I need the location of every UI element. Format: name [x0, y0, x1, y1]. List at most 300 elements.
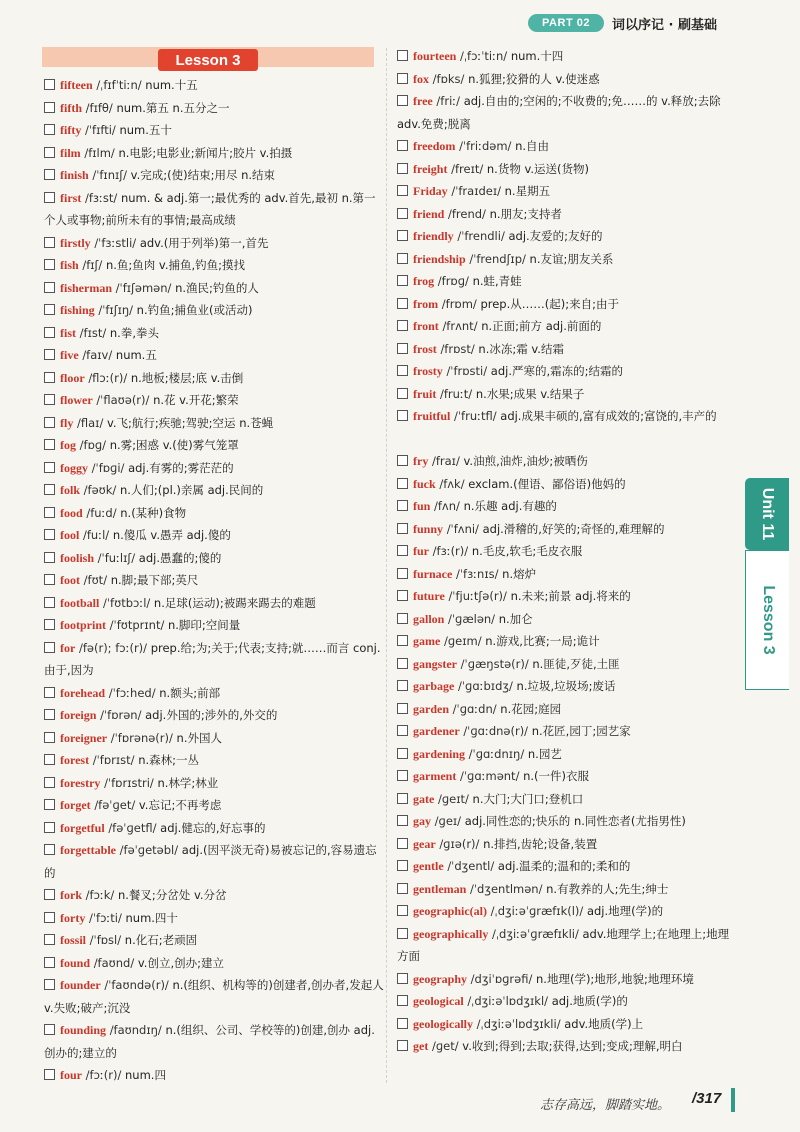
vocab-phonetic: /fɪlm/: [84, 145, 115, 160]
vocab-entry: [397, 540, 737, 563]
vocab-entry: [44, 164, 384, 187]
vocab-word: fruit: [413, 386, 437, 401]
vocab-entry: [44, 1019, 384, 1064]
vocab-phonetic: /ˈfɪʃɪŋ/: [98, 303, 134, 317]
memorize-checkbox[interactable]: [397, 455, 408, 466]
vocab-definition: adj.外国的;涉外的,外交的: [145, 708, 278, 722]
vocab-word: firstly: [60, 235, 91, 250]
unit-label: Unit 11: [759, 487, 776, 541]
vocab-entry: [397, 383, 737, 406]
vocab-word: forgetful: [60, 820, 105, 835]
vocab-word: foggy: [60, 460, 88, 475]
vocab-word: gentleman: [413, 881, 467, 896]
vocab-phonetic: /ˈfʊtprɪnt/: [109, 618, 165, 632]
vocab-entry: [44, 569, 384, 592]
vocab-phonetic: /ɡet/: [431, 1039, 459, 1053]
memorize-checkbox[interactable]: [44, 124, 55, 135]
vocab-word: fifty: [60, 123, 82, 137]
vocab-entry: [44, 479, 384, 502]
memorize-checkbox[interactable]: [397, 680, 408, 691]
vocab-definition: n.蛙,青蛙: [472, 274, 522, 288]
memorize-checkbox[interactable]: [397, 73, 408, 84]
memorize-checkbox[interactable]: [397, 410, 408, 421]
vocab-word: four: [60, 1068, 82, 1082]
vocab-entry: [44, 1064, 384, 1087]
vocab-definition: adv.地质(学)上: [564, 1016, 644, 1031]
memorize-checkbox[interactable]: [397, 230, 408, 241]
vocab-entry: [397, 405, 737, 428]
vocab-word: founding: [60, 1023, 107, 1037]
memorize-checkbox[interactable]: [44, 597, 55, 608]
memorize-checkbox[interactable]: [44, 574, 55, 585]
vocab-entry: [397, 1013, 737, 1036]
vocab-word: gardener: [413, 724, 460, 738]
memorize-checkbox[interactable]: [397, 545, 408, 556]
vocab-word: founder: [60, 978, 101, 992]
memorize-checkbox[interactable]: [397, 590, 408, 601]
memorize-checkbox[interactable]: [397, 298, 408, 309]
vocab-phonetic: /ɡeɪm/: [443, 634, 482, 648]
vocab-definition: adj.愚蠢的;傻的: [138, 550, 222, 565]
vocab-word: football: [60, 595, 100, 610]
vocab-definition: num.五: [115, 348, 157, 362]
vocab-phonetic: /ˈfriːdəm/: [459, 139, 512, 153]
vocab-word: future: [413, 589, 445, 603]
vocab-definition: n.水果;成果 v.结果子: [475, 386, 585, 401]
vocab-word: first: [60, 190, 82, 205]
vocab-entry: [397, 720, 737, 743]
memorize-checkbox[interactable]: [397, 140, 408, 151]
memorize-checkbox[interactable]: [44, 687, 55, 698]
memorize-checkbox[interactable]: [44, 304, 55, 315]
vocab-word: fisherman: [60, 280, 112, 295]
memorize-checkbox[interactable]: [397, 500, 408, 511]
vocab-word: fist: [60, 325, 76, 340]
vocab-entry: [44, 772, 384, 795]
memorize-checkbox[interactable]: [44, 102, 55, 113]
vocab-entry: [44, 614, 384, 637]
memorize-checkbox[interactable]: [397, 883, 408, 894]
vocab-entry: [44, 952, 384, 975]
vocab-word: fruitful: [413, 409, 451, 423]
vocab-entry: [397, 990, 737, 1013]
vocab-phonetic: /fɪfθ/: [85, 100, 113, 115]
vocab-phonetic: /ˈfɔːti/: [88, 910, 122, 925]
vocab-word: forget: [60, 798, 91, 812]
memorize-checkbox[interactable]: [44, 979, 55, 990]
memorize-checkbox[interactable]: [44, 912, 55, 923]
vocab-phonetic: /ˌfɪfˈtiːn/: [96, 78, 142, 92]
memorize-checkbox[interactable]: [397, 793, 408, 804]
memorize-checkbox[interactable]: [44, 169, 55, 180]
memorize-checkbox[interactable]: [44, 484, 55, 495]
memorize-checkbox[interactable]: [44, 754, 55, 765]
vocab-definition: n.脚;最下部;英尺: [110, 573, 199, 587]
vocab-definition: n.(组织、公司、学校等的)创建,创办 adj.创办的;建立的: [44, 1023, 375, 1060]
vocab-definition: n.人们;(pl.)亲属 adj.民间的: [119, 483, 264, 497]
vocab-entry: [44, 929, 384, 952]
vocab-entry: [397, 293, 737, 316]
vocab-word: fog: [60, 438, 76, 452]
memorize-checkbox[interactable]: [397, 973, 408, 984]
vocab-word: fishing: [60, 303, 95, 317]
memorize-checkbox[interactable]: [397, 208, 408, 219]
vocab-entry: [44, 232, 384, 255]
vocab-definition: n.足球(运动);被踢来踢去的难题: [153, 595, 316, 610]
column-divider: [386, 48, 387, 1083]
vocab-word: funny: [413, 521, 444, 536]
memorize-checkbox[interactable]: [397, 50, 408, 61]
memorize-checkbox[interactable]: [44, 192, 55, 203]
vocab-definition: adj.有雾的;雾茫茫的: [128, 460, 234, 475]
vocab-word: freight: [413, 161, 448, 176]
vocab-phonetic: /fɜː(r)/: [432, 544, 469, 558]
vocab-entry: [397, 225, 737, 248]
memorize-checkbox[interactable]: [44, 394, 55, 405]
vocab-phonetic: /fʊt/: [83, 573, 108, 587]
vocab-word: gear: [413, 836, 436, 851]
vocab-definition: v.收到;得到;去取;获得,达到;变成;理解,明白: [462, 1039, 683, 1053]
vocab-word: front: [413, 319, 439, 333]
memorize-checkbox[interactable]: [397, 1040, 408, 1051]
memorize-checkbox[interactable]: [44, 1069, 55, 1080]
part-badge: PART 02: [528, 14, 604, 32]
memorize-checkbox[interactable]: [397, 388, 408, 399]
vocab-definition: v.油煎,油炸,油炒;被晒伤: [463, 454, 588, 468]
memorize-checkbox[interactable]: [397, 995, 408, 1006]
vocab-word: footprint: [60, 618, 106, 632]
memorize-checkbox[interactable]: [44, 799, 55, 810]
memorize-checkbox[interactable]: [44, 889, 55, 900]
memorize-checkbox[interactable]: [44, 327, 55, 338]
lesson-tab: [745, 550, 789, 690]
memorize-checkbox[interactable]: [44, 709, 55, 720]
vocab-definition: num.四十: [125, 910, 178, 925]
memorize-checkbox[interactable]: [397, 365, 408, 376]
vocab-phonetic: /ˈɡɑːdn/: [452, 701, 497, 716]
memorize-checkbox[interactable]: [44, 147, 55, 158]
unit-side-tab: [745, 478, 789, 690]
memorize-checkbox[interactable]: [397, 613, 408, 624]
vocab-entry: [397, 855, 737, 878]
vocab-definition: n.狐狸;狡猾的人 v.使迷惑: [468, 71, 600, 86]
memorize-checkbox[interactable]: [44, 822, 55, 833]
vocab-entry: [397, 495, 737, 518]
page-number: /317: [692, 1090, 722, 1107]
vocab-definition: adj.温柔的;温和的;柔和的: [497, 859, 631, 873]
memorize-checkbox[interactable]: [397, 343, 408, 354]
memorize-checkbox[interactable]: [397, 185, 408, 196]
vocab-word: geological: [413, 994, 464, 1008]
vocab-entry: [44, 119, 384, 142]
vocab-definition: adj.地理(学)的: [586, 904, 664, 918]
vocab-entry: [44, 457, 384, 480]
vocab-phonetic: /ˈfjuːtʃə(r)/: [448, 589, 507, 603]
vocab-phonetic: /faʊndɪŋ/: [109, 1023, 162, 1037]
memorize-checkbox[interactable]: [44, 79, 55, 90]
vocab-entry: [44, 142, 384, 165]
vocab-phonetic: /ˌdʒiːəˈlɒdʒɪkli/: [476, 1016, 561, 1031]
vocab-word: from: [413, 296, 439, 311]
vocab-definition: prep.从……(起);来自;由于: [480, 296, 619, 311]
vocab-entry: [397, 630, 737, 653]
vocab-definition: n.渔民;钓鱼的人: [175, 280, 259, 295]
vocab-entry: [397, 968, 737, 991]
memorize-checkbox[interactable]: [44, 642, 55, 653]
memorize-checkbox[interactable]: [44, 507, 55, 518]
vocab-entry: [44, 74, 384, 97]
vocab-word: for: [60, 640, 76, 655]
vocab-word: frog: [413, 274, 435, 288]
vocab-word: gallon: [413, 611, 445, 626]
memorize-checkbox[interactable]: [397, 725, 408, 736]
vocab-entry: [44, 974, 384, 1019]
vocab-definition: v.飞;航行;疾驰;驾驶;空运 n.苍蝇: [106, 415, 274, 430]
vocab-phonetic: /freɪt/: [451, 161, 484, 176]
memorize-checkbox[interactable]: [44, 349, 55, 360]
memorize-checkbox[interactable]: [397, 658, 408, 669]
vocab-word: fry: [413, 454, 429, 468]
vocab-word: folk: [60, 483, 81, 497]
memorize-checkbox[interactable]: [397, 163, 408, 174]
memorize-checkbox[interactable]: [397, 838, 408, 849]
vocab-word: foot: [60, 573, 80, 587]
vocab-definition: adj.严寒的,霜冻的;结霜的: [490, 364, 624, 378]
vocab-entry: [397, 203, 737, 226]
vocab-entry: [397, 833, 737, 856]
vocab-word: film: [60, 145, 81, 160]
vocab-definition: prep.给;为;关于;代表;支持;就……而言 conj.由于,因为: [44, 640, 381, 677]
vocab-definition: n.花园;庭园: [500, 701, 562, 716]
vocab-phonetic: /ˈflaʊə(r)/: [96, 393, 150, 407]
vocab-definition: n.森林;一丛: [138, 753, 200, 767]
vocab-word: garbage: [413, 679, 455, 693]
memorize-checkbox[interactable]: [44, 439, 55, 450]
vocab-entry: [397, 878, 737, 901]
vocab-phonetic: /ˈfɒrɪstri/: [104, 775, 154, 790]
memorize-checkbox[interactable]: [44, 777, 55, 788]
vocab-definition: n.加仑: [498, 611, 533, 626]
vocab-phonetic: /ˈfuːlɪʃ/: [97, 550, 136, 565]
vocab-definition: n.花 v.开花;繁荣: [153, 393, 239, 407]
vocab-entry: [44, 254, 384, 277]
vocab-phonetic: /fɪst/: [79, 325, 107, 340]
memorize-checkbox[interactable]: [44, 732, 55, 743]
vocab-definition: n.傻瓜 v.愚弄 adj.傻的: [112, 528, 231, 542]
vocab-entry: [397, 653, 737, 676]
vocab-entry: [397, 900, 737, 923]
vocab-phonetic: /ˈfraɪdeɪ/: [451, 184, 501, 198]
vocab-word: frosty: [413, 364, 443, 378]
vocab-definition: n.朋友;支持者: [489, 206, 562, 221]
vocab-word: geographic(al): [413, 904, 487, 918]
memorize-checkbox[interactable]: [44, 417, 55, 428]
vocab-definition: n.冰冻;霜 v.结霜: [478, 341, 564, 356]
memorize-checkbox[interactable]: [44, 259, 55, 270]
vocab-definition: n.匪徒,歹徒,土匪: [532, 656, 620, 671]
vocab-word: fly: [60, 415, 74, 430]
memorize-checkbox[interactable]: [397, 1018, 408, 1029]
vocab-entry: [397, 180, 737, 203]
vocab-definition: n.园艺: [527, 746, 562, 761]
vocab-entry: [397, 788, 737, 811]
vocab-phonetic: /dʒiˈɒɡrəfi/: [470, 971, 533, 986]
vocab-word: garden: [413, 701, 449, 716]
memorize-checkbox[interactable]: [44, 1024, 55, 1035]
vocab-phonetic: /fəʊk/: [83, 483, 117, 497]
vocab-word: fool: [60, 528, 80, 542]
memorize-checkbox[interactable]: [44, 957, 55, 968]
vocab-phonetic: /ˈfʌni/: [446, 521, 479, 536]
vocab-word: geographically: [413, 926, 489, 941]
memorize-checkbox[interactable]: [44, 462, 55, 473]
vocab-entry: [397, 675, 737, 698]
vocab-phonetic: /ˈɡɑːdnə(r)/: [463, 724, 529, 738]
vocab-entry: [397, 518, 737, 541]
memorize-checkbox[interactable]: [44, 619, 55, 630]
memorize-checkbox[interactable]: [397, 320, 408, 331]
vocab-definition: adv.(用于列举)第一,首先: [139, 235, 269, 250]
vocab-phonetic: /faɪv/: [82, 348, 113, 362]
memorize-checkbox[interactable]: [44, 529, 55, 540]
vocab-phonetic: /frɒm/: [441, 296, 477, 311]
memorize-checkbox[interactable]: [397, 770, 408, 781]
vocab-entry: [44, 907, 384, 930]
memorize-checkbox[interactable]: [44, 237, 55, 248]
vocab-word: fourteen: [413, 49, 457, 63]
vocab-word: gay: [413, 814, 431, 828]
vocab-word: five: [60, 348, 79, 362]
vocab-definition: n.正面;前方 adj.前面的: [481, 319, 602, 333]
memorize-checkbox[interactable]: [397, 815, 408, 826]
footer-motto: 志存高远，脚踏实地。: [540, 1098, 671, 1113]
vocab-definition: n.地板;楼层;底 v.击倒: [130, 370, 244, 385]
vocab-entry: [44, 344, 384, 367]
vocab-word: forgettable: [60, 843, 116, 857]
vocab-definition: adv.地理学上;在地理上;地理方面: [397, 926, 730, 963]
vocab-phonetic: /ˈfɪfti/: [84, 123, 116, 137]
memorize-checkbox[interactable]: [397, 748, 408, 759]
vocab-word: flower: [60, 393, 93, 407]
memorize-checkbox[interactable]: [397, 703, 408, 714]
vocab-entry: [397, 743, 737, 766]
vocab-entry: [397, 90, 737, 135]
vocab-definition: n.乐趣 adj.有趣的: [463, 499, 557, 513]
memorize-checkbox[interactable]: [397, 928, 408, 939]
vocab-word: gate: [413, 791, 435, 806]
memorize-checkbox[interactable]: [44, 552, 55, 563]
vocab-definition: exclam.(俚语、鄙俗语)他妈的: [468, 476, 626, 491]
vocab-definition: n.自由: [515, 139, 550, 153]
vocab-entry: [397, 585, 737, 608]
vocab-definition: n.有教养的人;先生;绅士: [546, 881, 669, 896]
vocab-entry: [397, 68, 737, 91]
memorize-checkbox[interactable]: [44, 372, 55, 383]
vocab-word: fork: [60, 888, 82, 902]
memorize-checkbox[interactable]: [397, 478, 408, 489]
vocab-entry: [44, 704, 384, 727]
vocab-entry: [44, 434, 384, 457]
vocab-phonetic: /ˈɡælən/: [448, 611, 496, 626]
memorize-checkbox[interactable]: [397, 253, 408, 264]
vocab-definition: n.外国人: [176, 730, 222, 745]
vocab-definition: n.花匠,园丁;园艺家: [531, 724, 631, 738]
vocab-word: finish: [60, 168, 89, 182]
vocab-word: Friday: [413, 184, 448, 198]
vocab-phonetic: /ˈfʊtbɔːl/: [103, 595, 151, 610]
vocab-definition: n.游戏,比赛;一局;诡计: [485, 634, 600, 648]
vocab-phonetic: /fɒɡ/: [79, 438, 107, 452]
vocab-definition: n.拳,拳头: [109, 325, 159, 340]
vocab-word: fish: [60, 258, 79, 272]
vocab-definition: n.雾;困惑 v.(使)雾气笼罩: [109, 438, 239, 452]
memorize-checkbox[interactable]: [397, 905, 408, 916]
vocab-definition: n.未来;前景 adj.将来的: [510, 589, 631, 603]
memorize-checkbox[interactable]: [44, 934, 55, 945]
vocab-definition: adj.滑稽的,好笑的;奇怪的,难理解的: [482, 521, 665, 536]
page-number-bar: [731, 1088, 735, 1112]
vocab-phonetic: /ˈfɒɡi/: [91, 460, 125, 475]
vocab-entry: [397, 923, 737, 968]
vocab-phonetic: /fruːt/: [439, 386, 473, 401]
vocab-phonetic: /fɔːk/: [85, 888, 115, 902]
lesson-tab-label: Lesson 3: [759, 585, 777, 655]
vocab-phonetic: /ɡeɪt/: [437, 791, 469, 806]
vocab-phonetic: /ˈfrendli/: [457, 229, 505, 243]
vocab-word: friend: [413, 206, 445, 221]
memorize-checkbox[interactable]: [397, 860, 408, 871]
vocab-phonetic: /fuːd/: [86, 505, 117, 520]
vocab-definition: n.餐叉;分岔处 v.分岔: [117, 888, 227, 902]
memorize-checkbox[interactable]: [397, 275, 408, 286]
vocab-phonetic: /ˌdʒiːəˈɡræfɪk(l)/: [490, 904, 584, 918]
vocab-entry: [44, 749, 384, 772]
memorize-checkbox[interactable]: [397, 635, 408, 646]
vocab-definition: n.脚印;空间量: [167, 618, 241, 632]
vocab-word: forehead: [60, 685, 106, 700]
memorize-checkbox[interactable]: [44, 282, 55, 293]
vocab-word: foolish: [60, 550, 95, 565]
vocab-word: frost: [413, 341, 437, 356]
vocab-phonetic: /fəˈɡetfl/: [108, 820, 157, 835]
vocab-phonetic: /ˈfaʊndə(r)/: [104, 978, 169, 992]
memorize-checkbox[interactable]: [397, 523, 408, 534]
vocab-phonetic: /ˈdʒentl/: [447, 859, 495, 873]
vocab-definition: num.四: [125, 1068, 166, 1082]
vocab-definition: adj.成果丰硕的,富有成效的;富饶的,丰产的: [500, 409, 717, 423]
vocab-phonetic: /ˈdʒentlmən/: [469, 881, 543, 896]
vocab-word: geography: [413, 971, 467, 986]
vocab-word: fifteen: [60, 78, 93, 92]
vocab-definition: n.大门;大门口;登机口: [472, 791, 584, 806]
vocab-phonetic: /ˈfɪʃəmən/: [115, 280, 172, 295]
vocab-phonetic: /ɡeɪ/: [434, 814, 462, 828]
memorize-checkbox[interactable]: [397, 568, 408, 579]
vocab-entry: [397, 1035, 737, 1058]
vocab-definition: n.(一件)衣服: [523, 769, 590, 783]
vocab-entry: [397, 450, 737, 473]
vocab-word: free: [413, 94, 433, 108]
vocab-definition: num. & adj.第一;最优秀的 adv.首先,最初 n.第一个人或事物;前所未有的事情;最高成绩: [44, 190, 376, 227]
vocab-entry: [397, 765, 737, 788]
vocab-phonetic: /ˈfɪnɪʃ/: [92, 168, 128, 182]
vocab-word: forest: [60, 753, 90, 767]
vocab-entry: [397, 135, 737, 158]
memorize-checkbox[interactable]: [397, 95, 408, 106]
memorize-checkbox[interactable]: [44, 844, 55, 855]
vocab-word: fifth: [60, 100, 82, 115]
vocab-entry: [44, 682, 384, 705]
